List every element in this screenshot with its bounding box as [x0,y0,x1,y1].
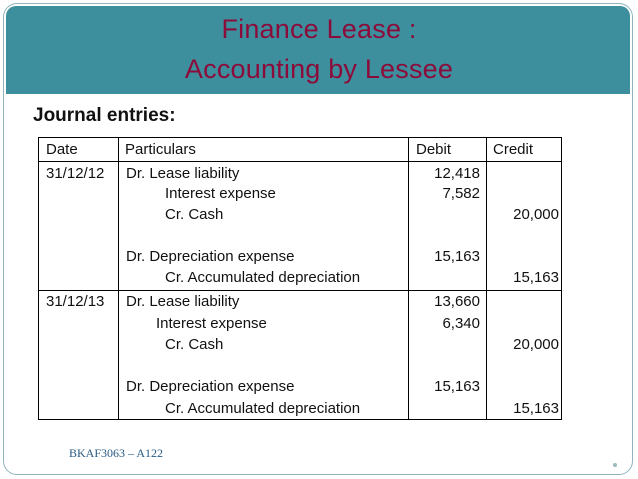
entry-debit: 6,340 [442,315,480,332]
entry-particulars: Cr. Accumulated depreciation [165,269,361,286]
entry-particulars: Cr. Cash [165,206,224,223]
entry-debit: 7,582 [442,185,480,202]
footer-course-code: BKAF3063 – A122 [69,446,164,460]
entry-credit: 15,163 [513,400,559,417]
slide-title-line-2: Accounting by Lessee [184,54,454,84]
entry-particulars: Interest expense [165,185,276,202]
entry-particulars: Dr. Depreciation expense [126,248,295,265]
column-divider [408,138,409,419]
column-header-date: Date [46,141,78,158]
entry-debit: 15,163 [434,248,480,265]
entry-particulars: Cr. Cash [165,336,224,353]
column-divider [118,138,119,419]
entry-date: 31/12/12 [46,165,105,182]
column-divider [486,138,487,419]
entry-particulars: Cr. Accumulated depreciation [165,400,361,417]
corner-decoration [613,463,617,467]
entry-date: 31/12/13 [46,293,105,310]
journal-table [38,137,562,420]
entry-credit: 20,000 [513,206,559,223]
entry-particulars: Dr. Lease liability [126,165,240,182]
entry-debit: 12,418 [434,165,480,182]
section-label: Journal entries: [33,105,176,126]
entry-credit: 20,000 [513,336,559,353]
column-header-debit: Debit [416,141,452,158]
entry-debit: 15,163 [434,378,480,395]
entry-credit: 15,163 [513,269,559,286]
entry-particulars: Interest expense [156,315,267,332]
column-header-credit: Credit [493,141,534,158]
entry-debit: 13,660 [434,293,480,310]
column-header-particulars: Particulars [125,141,196,158]
entry-particulars: Dr. Depreciation expense [126,378,295,395]
slide-title-line-1: Finance Lease : [221,14,417,44]
entry-particulars: Dr. Lease liability [126,293,240,310]
